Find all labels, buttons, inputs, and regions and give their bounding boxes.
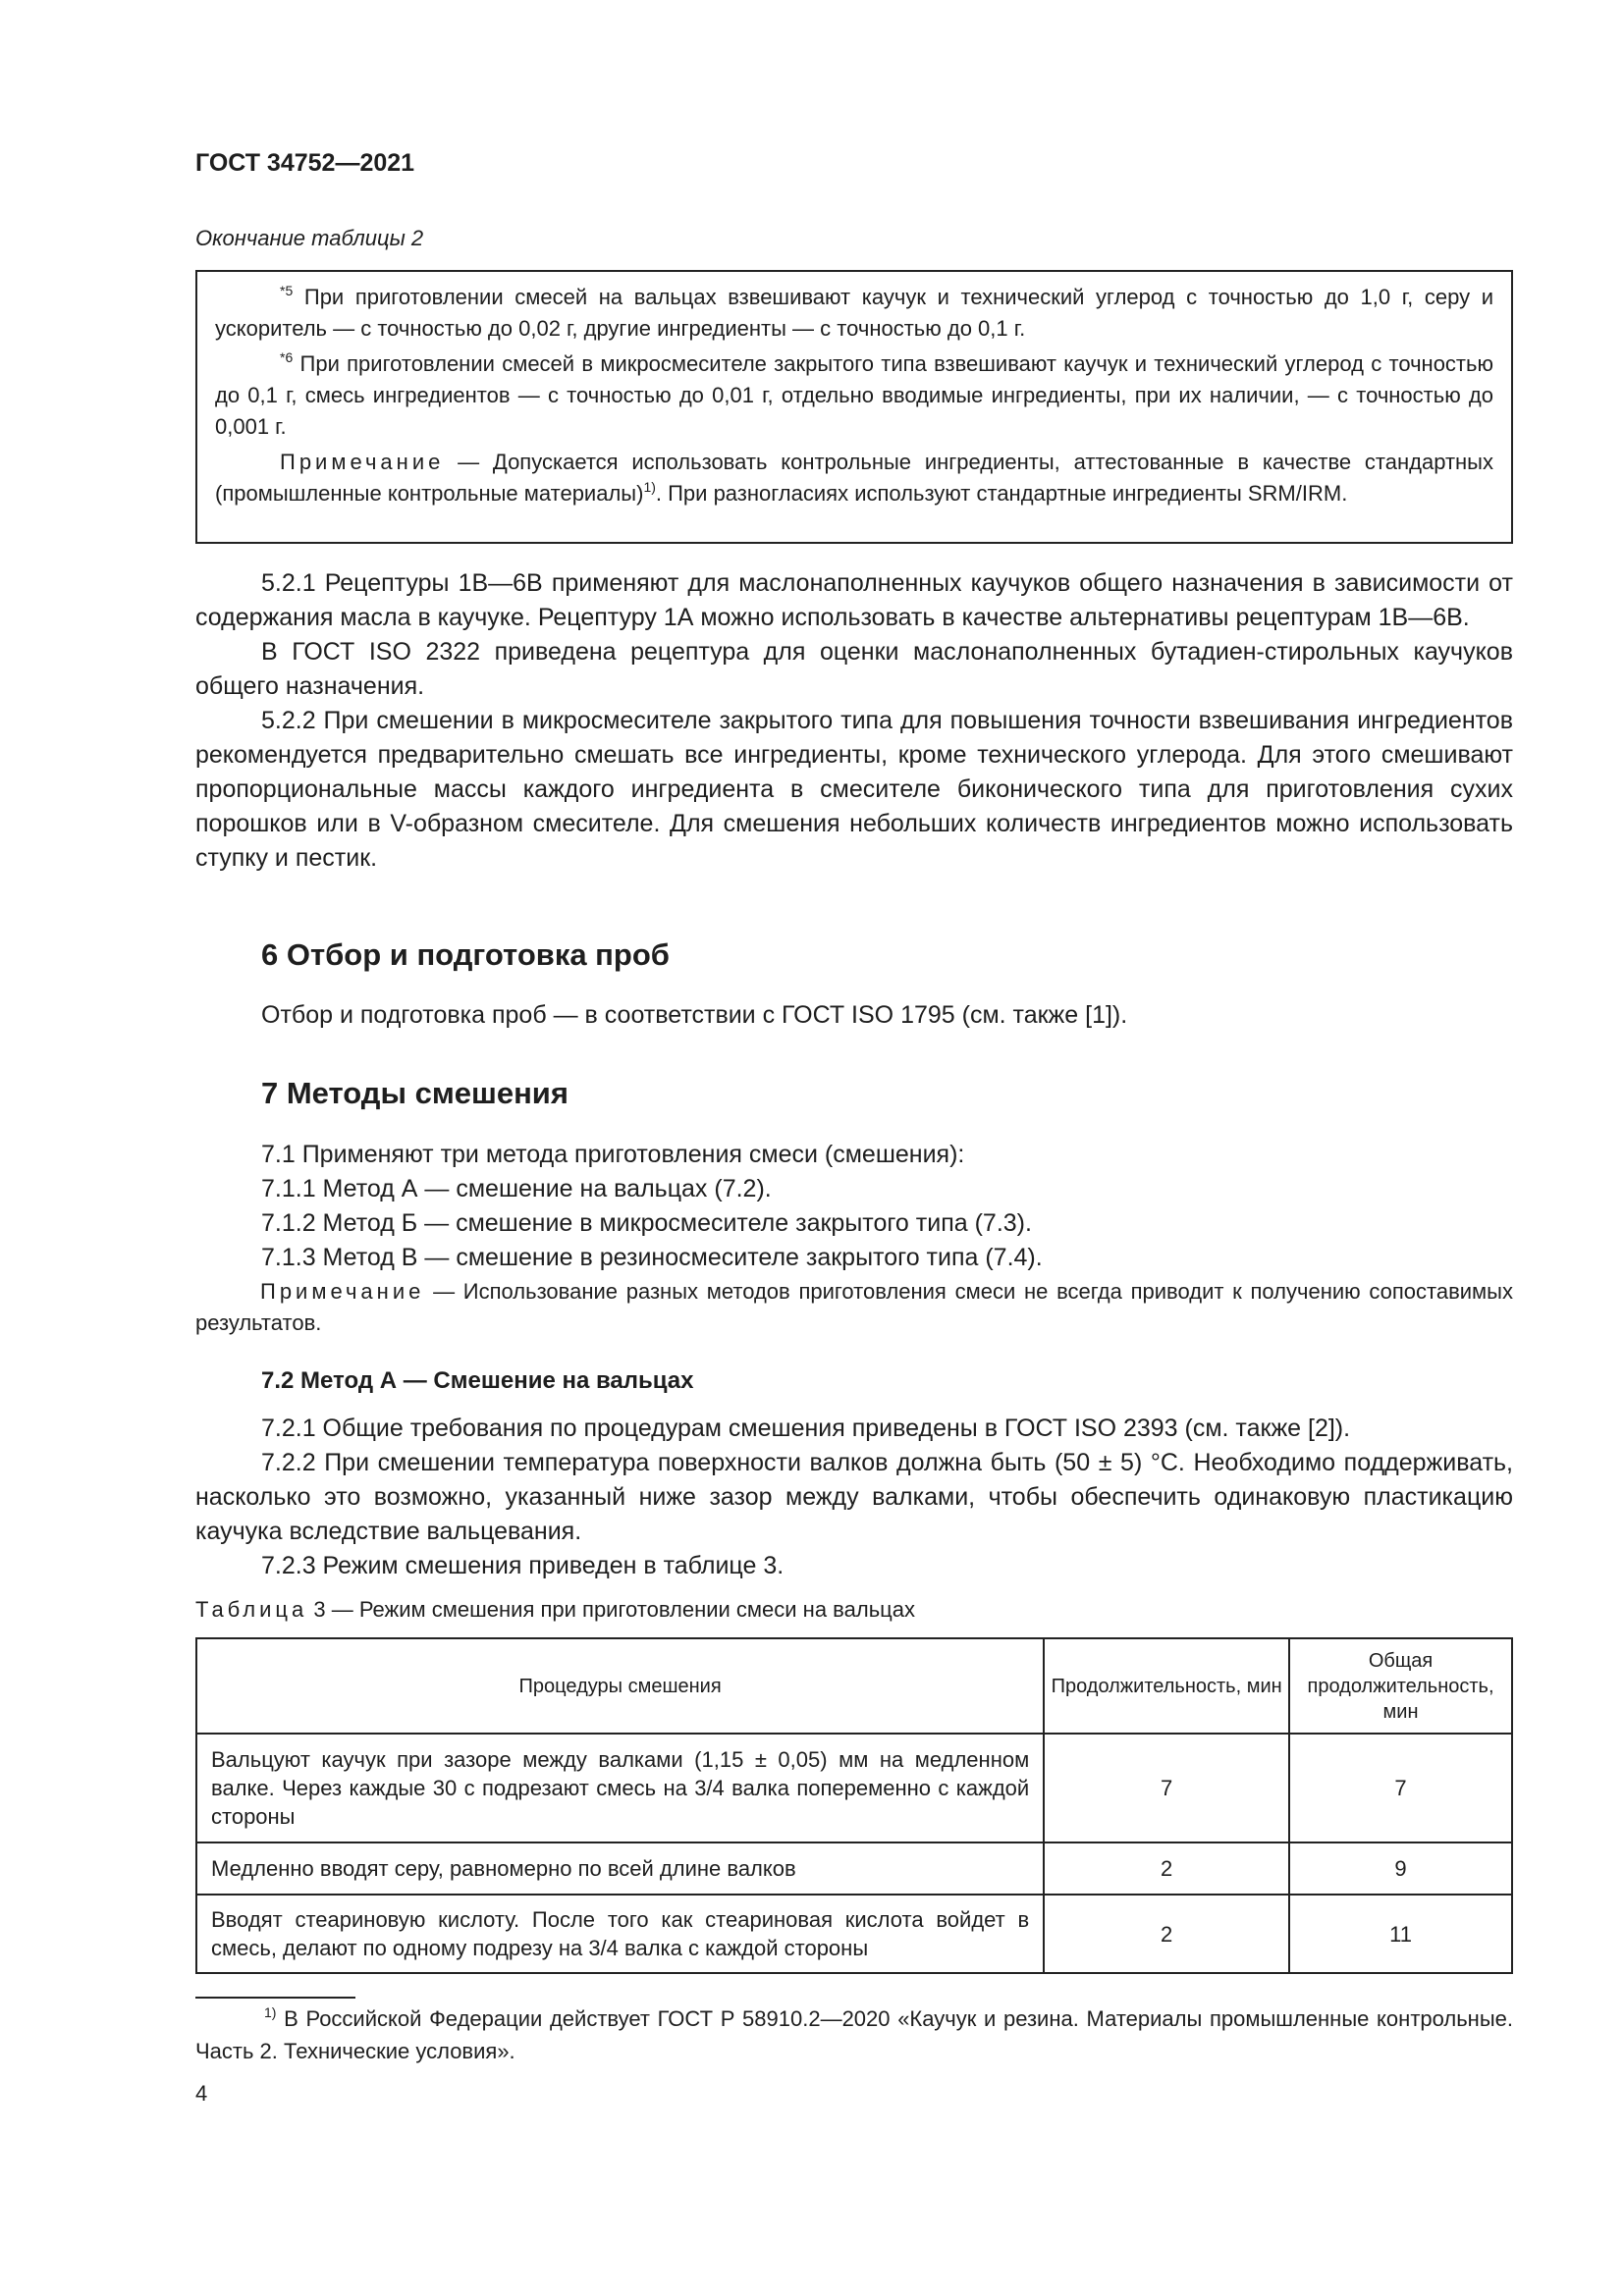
table-header-row [196, 1638, 1512, 1734]
row3-total: 11 [1289, 1895, 1512, 1973]
header-procedures: Процедуры смешения [196, 1638, 1044, 1734]
row3-duration: 2 [1044, 1895, 1289, 1973]
paragraph-7-1-3: 7.1.3 Метод В — смешение в резиносмесителе закрытого типа (7.4). [261, 1244, 1043, 1271]
row1-duration: 7 [1044, 1734, 1289, 1842]
table-row [196, 1842, 1512, 1895]
note-5-text: При приготовлении смесей на вальцах взвешивают каучук и технический углерод с точностью до 1,0 г, серу и ускоритель — с точностью до 0,02 г, другие ингредиенты — с точностью до 0,1 г. [215, 285, 1493, 341]
footnote-mark: 1) [264, 2004, 277, 2020]
row2-procedure: Медленно вводят серу, равномерно по всей длине валков [196, 1842, 1044, 1895]
section5-text [195, 566, 1513, 876]
header-total-duration: Общая продолжительность, мин [1289, 1638, 1512, 1734]
remark-text-2: . При разногласиях используют стандартные ингредиенты SRM/IRM. [655, 481, 1348, 506]
footnote-ref: 1) [643, 479, 656, 495]
remark [215, 447, 1493, 509]
row1-total: 7 [1289, 1734, 1512, 1842]
row2-duration: 2 [1044, 1842, 1289, 1895]
footnote-divider [195, 1997, 355, 1999]
subsection-7-2-text [195, 1412, 1513, 1583]
table3 [195, 1637, 1513, 1974]
paragraph-7-2-2: 7.2.2 При смешении температура поверхности валков должна быть (50 ± 5) °С. Необходимо поддерживать, насколько это возможно, указанный ниже зазор между валками, чтобы обеспечить одинаковую пластикацию каучука вследствие вальцевания. [195, 1449, 1513, 1545]
document-header: ГОСТ 34752—2021 [195, 149, 415, 177]
note-6-mark: *6 [280, 349, 294, 365]
paragraph-iso2322: В ГОСТ ISO 2322 приведена рецептура для оценки маслонаполненных бутадиен-стирольных каучуков общего назначения. [195, 638, 1513, 700]
table3-caption-label: Таблица [195, 1597, 308, 1622]
table-continuation-label: Окончание таблицы 2 [195, 226, 424, 250]
remark-text-1: — Допускается использовать контрольные ингредиенты, аттестованные в качестве стандартных (промышленные контрольные материалы) [215, 450, 1493, 506]
note-label: Примечание [260, 1279, 425, 1304]
paragraph-5-2-1: 5.2.1 Рецептуры 1B—6B применяют для маслонаполненных каучуков общего назначения в зависимости от содержания масла в каучуке. Рецептуру 1А можно использовать в качестве альтернативы рецептурам 1B—6B. [195, 569, 1513, 631]
note-5-mark: *5 [280, 283, 294, 298]
paragraph-7-1-1: 7.1.1 Метод А — смешение на вальцах (7.2). [261, 1175, 772, 1202]
paragraph-7-2-3: 7.2.3 Режим смешения приведен в таблице 3. [261, 1552, 785, 1579]
header-duration: Продолжительность, мин [1044, 1638, 1289, 1734]
row3-procedure: Вводят стеариновую кислоту. После того как стеариновая кислота войдет в смесь, делают по одному подрезу на 3/4 валка с каждой стороны [196, 1895, 1044, 1973]
table-row [196, 1895, 1512, 1973]
paragraph-7-1-2: 7.1.2 Метод Б — смешение в микросмесителе закрытого типа (7.3). [261, 1209, 1032, 1237]
row2-total: 9 [1289, 1842, 1512, 1895]
table-row [196, 1734, 1512, 1842]
row1-procedure: Вальцуют каучук при зазоре между валками (1,15 ± 0,05) мм на медленном валке. Через каждые 30 с подрезают смесь на 3/4 валка попеременно с каждой стороны [196, 1734, 1044, 1842]
paragraph-5-2-2: 5.2.2 При смешении в микросмесителе закрытого типа для повышения точности взвешивания ингредиентов рекомендуется предварительно смешать все ингредиенты, кроме технического углерода. Для этого смешивают пропорциональные массы каждого ингредиента в смесителе биконического типа для приготовления сухих порошков или в V-образном смесителе. Для смешения небольших количеств ингредиентов можно использовать ступку и пестик. [195, 707, 1513, 872]
page-number: 4 [195, 2081, 208, 2106]
footnote-text: В Российской Федерации действует ГОСТ Р 58910.2—2020 «Каучук и резина. Материалы промышленные контрольные. Часть 2. Технические условия». [195, 2006, 1513, 2063]
note-6-text: При приготовлении смесей в микросмесителе закрытого типа взвешивают каучук и технический углерод с точностью до 0,1 г, смесь ингредиентов — с точностью до 0,01 г, отдельно вводимые ингредиенты, при их наличии, — с точностью до 0,001 г. [215, 351, 1493, 439]
footnote [195, 2002, 1513, 2067]
section7-list [195, 1138, 1513, 1275]
remark-label: Примечание [280, 450, 445, 474]
paragraph-7-2-1: 7.2.1 Общие требования по процедурам смешения приведены в ГОСТ ISO 2393 (см. также [2]). [261, 1415, 1351, 1442]
note-5 [215, 282, 1493, 345]
section7-note [195, 1276, 1513, 1339]
section6-text [195, 998, 1513, 1033]
section7-title: 7 Методы смешения [261, 1076, 568, 1110]
section6-title: 6 Отбор и подготовка проб [261, 937, 670, 972]
paragraph-6: Отбор и подготовка проб — в соответствии с ГОСТ ISO 1795 (см. также [1]). [261, 1001, 1128, 1029]
paragraph-7-1: 7.1 Применяют три метода приготовления смеси (смешения): [261, 1141, 965, 1168]
table2-notes-box [195, 270, 1513, 544]
table3-caption [195, 1597, 915, 1623]
subsection-7-2-title: 7.2 Метод А — Смешение на вальцах [261, 1367, 694, 1394]
table3-caption-text: 3 — Режим смешения при приготовлении смеси на вальцах [307, 1597, 915, 1622]
note-text: — Использование разных методов приготовления смеси не всегда приводит к получению сопоставимых результатов. [195, 1279, 1513, 1335]
note-6 [215, 348, 1493, 443]
